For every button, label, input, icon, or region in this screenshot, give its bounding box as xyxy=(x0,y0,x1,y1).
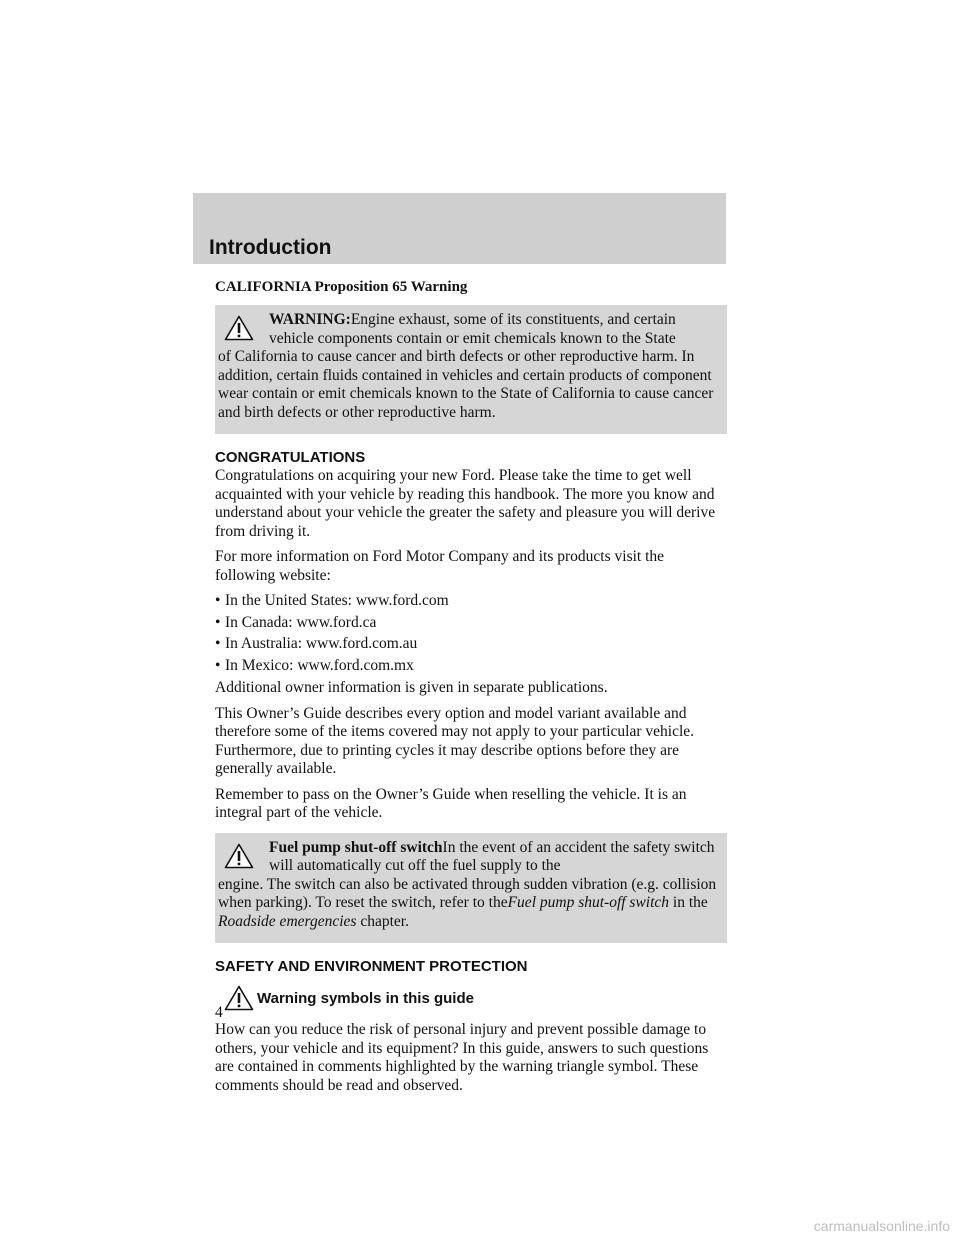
fuel-pump-warning-box xyxy=(215,833,727,944)
warning-triangle-icon xyxy=(224,985,254,1011)
fuel-pump-in-the: in the xyxy=(672,894,708,911)
congrats-paragraph-3: Additional owner information is given in separate publications. xyxy=(215,679,608,696)
bullet: • xyxy=(215,592,221,609)
prop65-warning-first-line xyxy=(218,311,721,348)
warning-symbols-subheading: Warning symbols in this guide xyxy=(257,990,474,1007)
fuel-pump-rest xyxy=(218,876,721,932)
website-list xyxy=(215,592,727,675)
list-item xyxy=(215,592,727,611)
section-header-band xyxy=(193,193,726,264)
prop65-heading: CALIFORNIA Proposition 65 Warning xyxy=(215,279,468,295)
warning-triangle-icon xyxy=(224,315,254,341)
page-content xyxy=(215,278,727,1102)
list-item xyxy=(215,635,727,654)
fuel-pump-rest-text: engine. The switch can also be activated through sudden vibration (e.g. collision when parking). To reset the switch, refer to the xyxy=(218,875,717,911)
fuel-pump-line1: In the event of an accident the safety switch will automatically cut off the fuel supply to the xyxy=(269,838,715,874)
congrats-paragraph-5: Remember to pass on the Owner’s Guide when reselling the vehicle. It is an integral part of the vehicle. xyxy=(215,785,687,821)
fuel-pump-first-line xyxy=(218,839,721,876)
safety-heading: SAFETY AND ENVIRONMENT PROTECTION xyxy=(215,958,528,975)
fuel-pump-label: Fuel pump shut-off switch xyxy=(269,838,443,856)
website-us: In the United States: www.ford.com xyxy=(225,592,449,609)
fuel-pump-ref-2: Roadside emergencies xyxy=(218,912,357,930)
bullet: • xyxy=(215,656,221,674)
website-canada: In Canada: www.ford.ca xyxy=(225,613,377,631)
congrats-paragraph-4: This Owner’s Guide describes every option and model variant available and therefore some of the items covered may not apply to your particular vehicle. Furthermore, due to printing cycles it may describe options before they are generally available. xyxy=(215,704,695,777)
fuel-pump-chapter: chapter. xyxy=(360,912,409,930)
bullet: • xyxy=(215,635,221,652)
website-australia: In Australia: www.ford.com.au xyxy=(225,635,418,652)
fuel-pump-ref-1: Fuel pump shut-off switch xyxy=(507,894,670,911)
congrats-paragraph-2: For more information on Ford Motor Company and its products visit the following website: xyxy=(215,548,665,584)
website-mexico: In Mexico: www.ford.com.mx xyxy=(225,656,414,674)
watermark: carmanualsonline.info xyxy=(813,1218,950,1234)
bullet: • xyxy=(215,613,221,631)
list-item xyxy=(215,614,727,633)
prop65-warning-box xyxy=(215,305,727,434)
warning-symbols-row xyxy=(215,989,727,1015)
congrats-paragraph-1: Congratulations on acquiring your new Ford. Please take the time to get well acquainted with your vehicle by reading this handbook. The more you know and understand about your vehicle the greater the safety and pleasure you will derive from driving it. xyxy=(215,467,716,540)
safety-paragraph-1: How can you reduce the risk of personal injury and prevent possible damage to others, your vehicle and its equipment? In this guide, answers to such questions are contained in comments highlighted by the warning triangle symbol. These comments should be read and observed. xyxy=(215,1021,709,1094)
warning-text-rest: of California to cause cancer and birth defects or other reproductive harm. In addition, certain fluids contained in vehicles and certain products of component wear contain or emit chemicals known to the State of California to cause cancer and birth defects or other reproductive harm. xyxy=(218,348,714,421)
list-item xyxy=(215,657,727,676)
section-title: Introduction xyxy=(209,236,332,259)
warning-text-line1: Engine exhaust, some of its constituents, and certain vehicle components contain or emit chemicals known to the State xyxy=(269,311,676,347)
page-number: 4 xyxy=(215,1004,223,1021)
warning-label: WARNING: xyxy=(269,311,351,328)
warning-triangle-icon xyxy=(224,843,254,869)
congratulations-heading: CONGRATULATIONS xyxy=(215,449,366,466)
